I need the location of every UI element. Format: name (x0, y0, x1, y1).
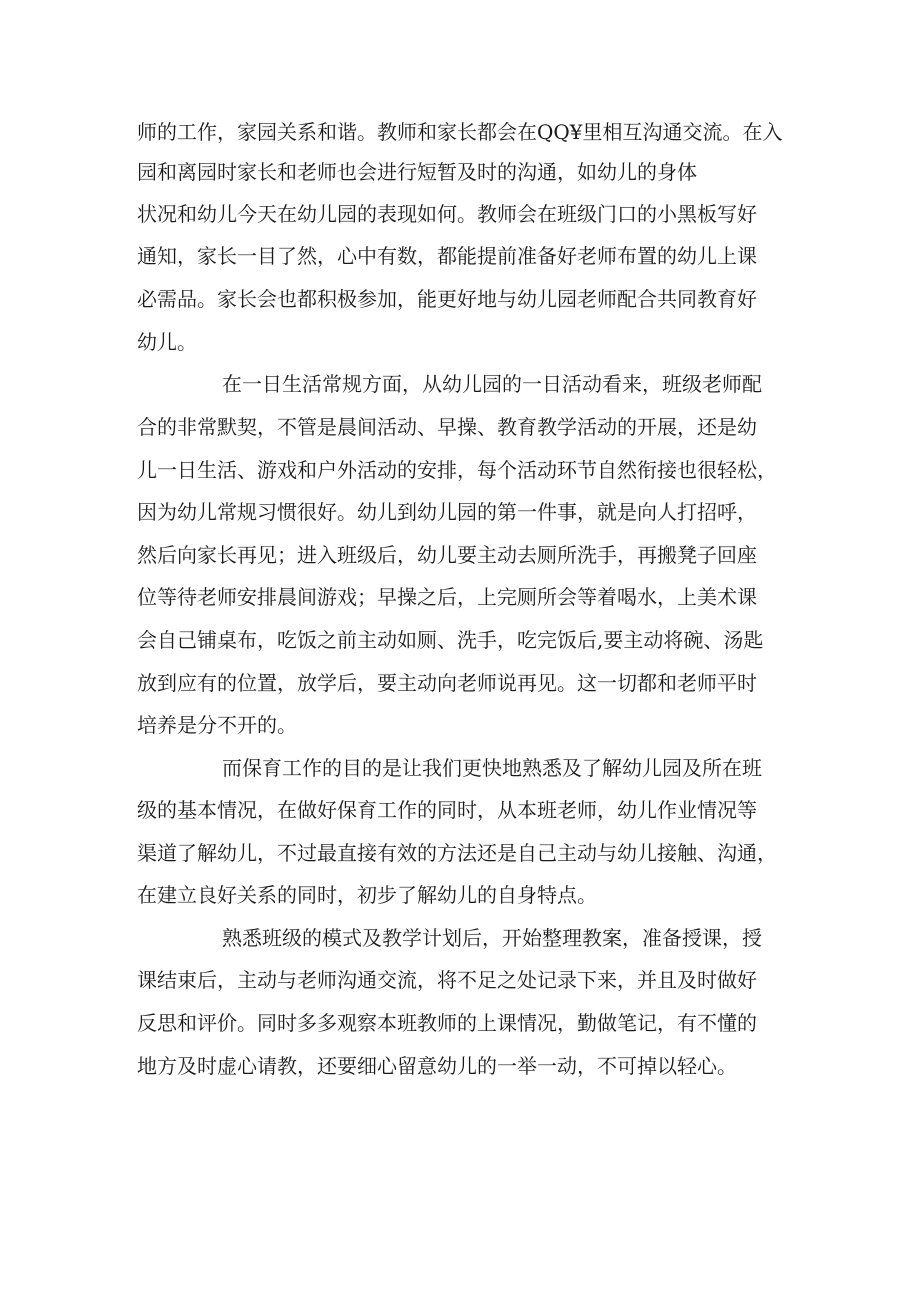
paragraph-1-line-6: 幼儿。 (137, 330, 197, 354)
paragraph-3-line-1: 而保育工作的目的是让我们更快地熟悉及了解幼儿园及所在班 (222, 756, 762, 780)
paragraph-2-line-8: 放到应有的位置，放学后，要主动向老师说再见。这一切都和老师平时 (137, 671, 757, 695)
paragraph-3-line-3: 渠道了解幼儿，不过最直接有效的方法还是自己主动与幼儿接触、沟通， (137, 841, 777, 865)
paragraph-1-line-3: 状况和幼儿今天在幼儿园的表现如何。教师会在班级门口的小黑板写好 (137, 202, 757, 226)
paragraph-3-line-4: 在建立良好关系的同时，初步了解幼儿的自身特点。 (137, 883, 597, 907)
paragraph-4-line-3: 反思和评价。同时多多观察本班教师的上课情况，勤做笔记，有不懂的 (137, 1011, 757, 1035)
paragraph-2-line-1: 在一日生活常规方面，从幼儿园的一日活动看来，班级老师配 (222, 372, 762, 396)
paragraph-2-line-2: 合的非常默契，不管是晨间活动、早操、教育教学活动的开展，还是幼 (137, 415, 757, 439)
paragraph-1-line-1: 师的工作，家园关系和谐。教师和家长都会在QQ¥里相互沟通交流。在入 (137, 120, 783, 144)
paragraph-4-line-2: 课结束后，主动与老师沟通交流，将不足之处记录下来，并且及时做好 (137, 968, 757, 992)
paragraph-2-line-6: 位等待老师安排晨间游戏；早操之后，上完厕所会等着喝水，上美术课 (137, 585, 757, 609)
paragraph-2-line-5: 然后向家长再见；进入班级后，幼儿要主动去厕所洗手，再搬凳子回座 (137, 543, 757, 567)
paragraph-2-line-3: 儿一日生活、游戏和户外活动的安排，每个活动环节自然衔接也很轻松， (137, 458, 777, 482)
paragraph-1-line-4: 通知，家长一目了然，心中有数，都能提前准备好老师布置的幼儿上课 (137, 244, 757, 268)
paragraph-2-line-7: 会自己铺桌布，吃饭之前主动如厕、洗手，吃完饭后,要主动将碗、汤匙 (137, 628, 764, 652)
paragraph-4-line-4: 地方及时虚心请教，还要细心留意幼儿的一举一动，不可掉以轻心。 (137, 1054, 737, 1078)
paragraph-4-line-1: 熟悉班级的模式及教学计划后，开始整理教案，准备授课，授 (222, 926, 762, 950)
paragraph-3-line-2: 级的基本情况，在做好保育工作的同时，从本班老师，幼儿作业情况等 (137, 798, 757, 822)
paragraph-2-line-4: 因为幼儿常规习惯很好。幼儿到幼儿园的第一件事，就是向人打招呼， (137, 500, 757, 524)
paragraph-1-line-5: 必需品。家长会也都积极参加，能更好地与幼儿园老师配合共同教育好 (137, 287, 757, 311)
paragraph-2-line-9: 培养是分不开的。 (137, 713, 297, 737)
paragraph-1-line-2: 园和离园时家长和老师也会进行短暂及时的沟通，如幼儿的身体 (137, 160, 697, 184)
